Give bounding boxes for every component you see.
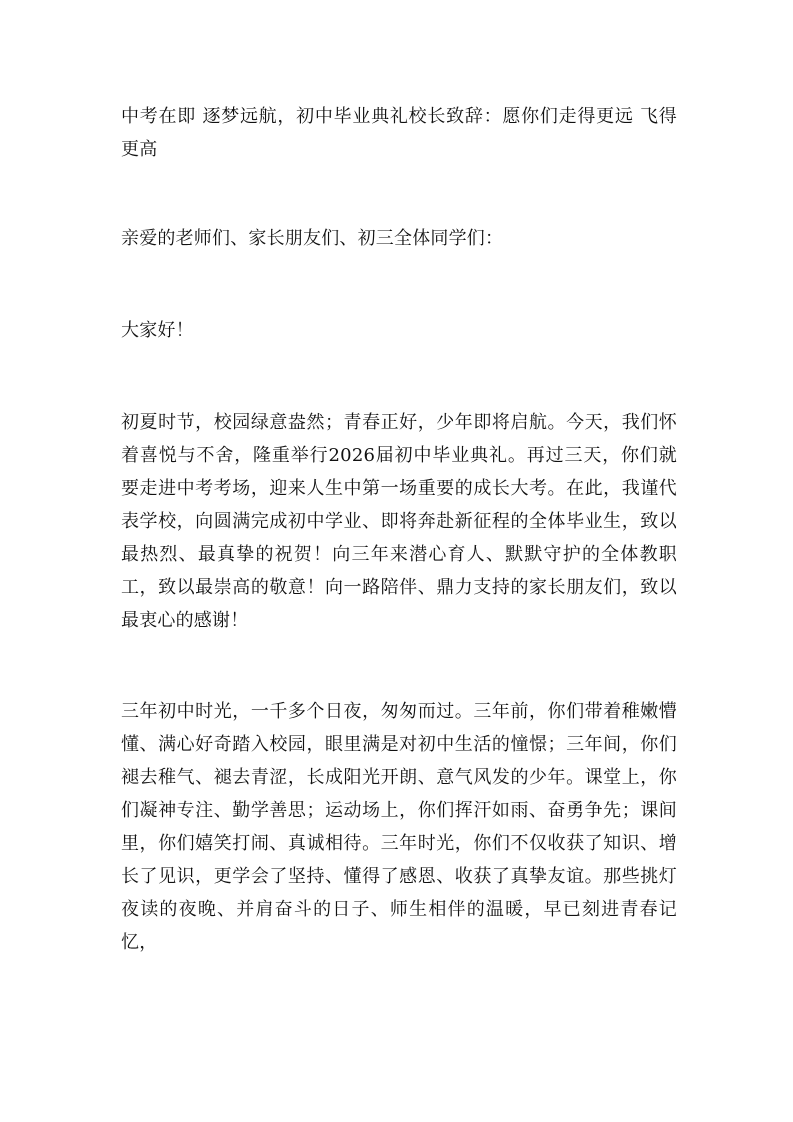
document-page: [121, 100, 677, 959]
greeting: 大家好！: [121, 320, 194, 341]
paragraph-memories: 三年初中时光，一千多个日夜，匆匆而过。三年前，你们带着稚嫩懵懂、满心好奇踏入校园，眼里满是对初中生活的憧憬；三年间，你们褪去稚气、褪去青涩，长成阳光开朗、意气风发的少年。课堂上，你们凝神专注、勤学善思；运动场上，你们挥汗如雨、奋勇争先；课间里，你们嬉笑打闹、真诚相待。三年时光，你们不仅收获了知识、增长了见识，更学会了坚持、懂得了感恩、收获了真挚友谊。那些挑灯夜读的夜晚、并肩奋斗的日子、师生相伴的温暖，早已刻进青春记忆，: [121, 701, 677, 953]
salutation: 亲爱的老师们、家长朋友们、初三全体同学们：: [121, 228, 504, 249]
document-title: 中考在即 逐梦远航，初中毕业典礼校长致辞：愿你们走得更远 飞得更高: [121, 106, 677, 160]
paragraph-opening: 初夏时节，校园绿意盎然；青春正好，少年即将启航。今天，我们怀着喜悦与不舍，隆重举行2026届初中毕业典礼。再过三天，你们就要走进中考考场，迎来人生中第一场重要的成长大考。在此，我谨代表学校，向圆满完成初中学业、即将奔赴新征程的全体毕业生，致以最热烈、最真挚的祝贺！向三年来潜心育人、默默守护的全体教职工，致以最崇高的敬意！向一路陪伴、鼎力支持的家长朋友们，致以最衷心的感谢！: [121, 412, 677, 631]
